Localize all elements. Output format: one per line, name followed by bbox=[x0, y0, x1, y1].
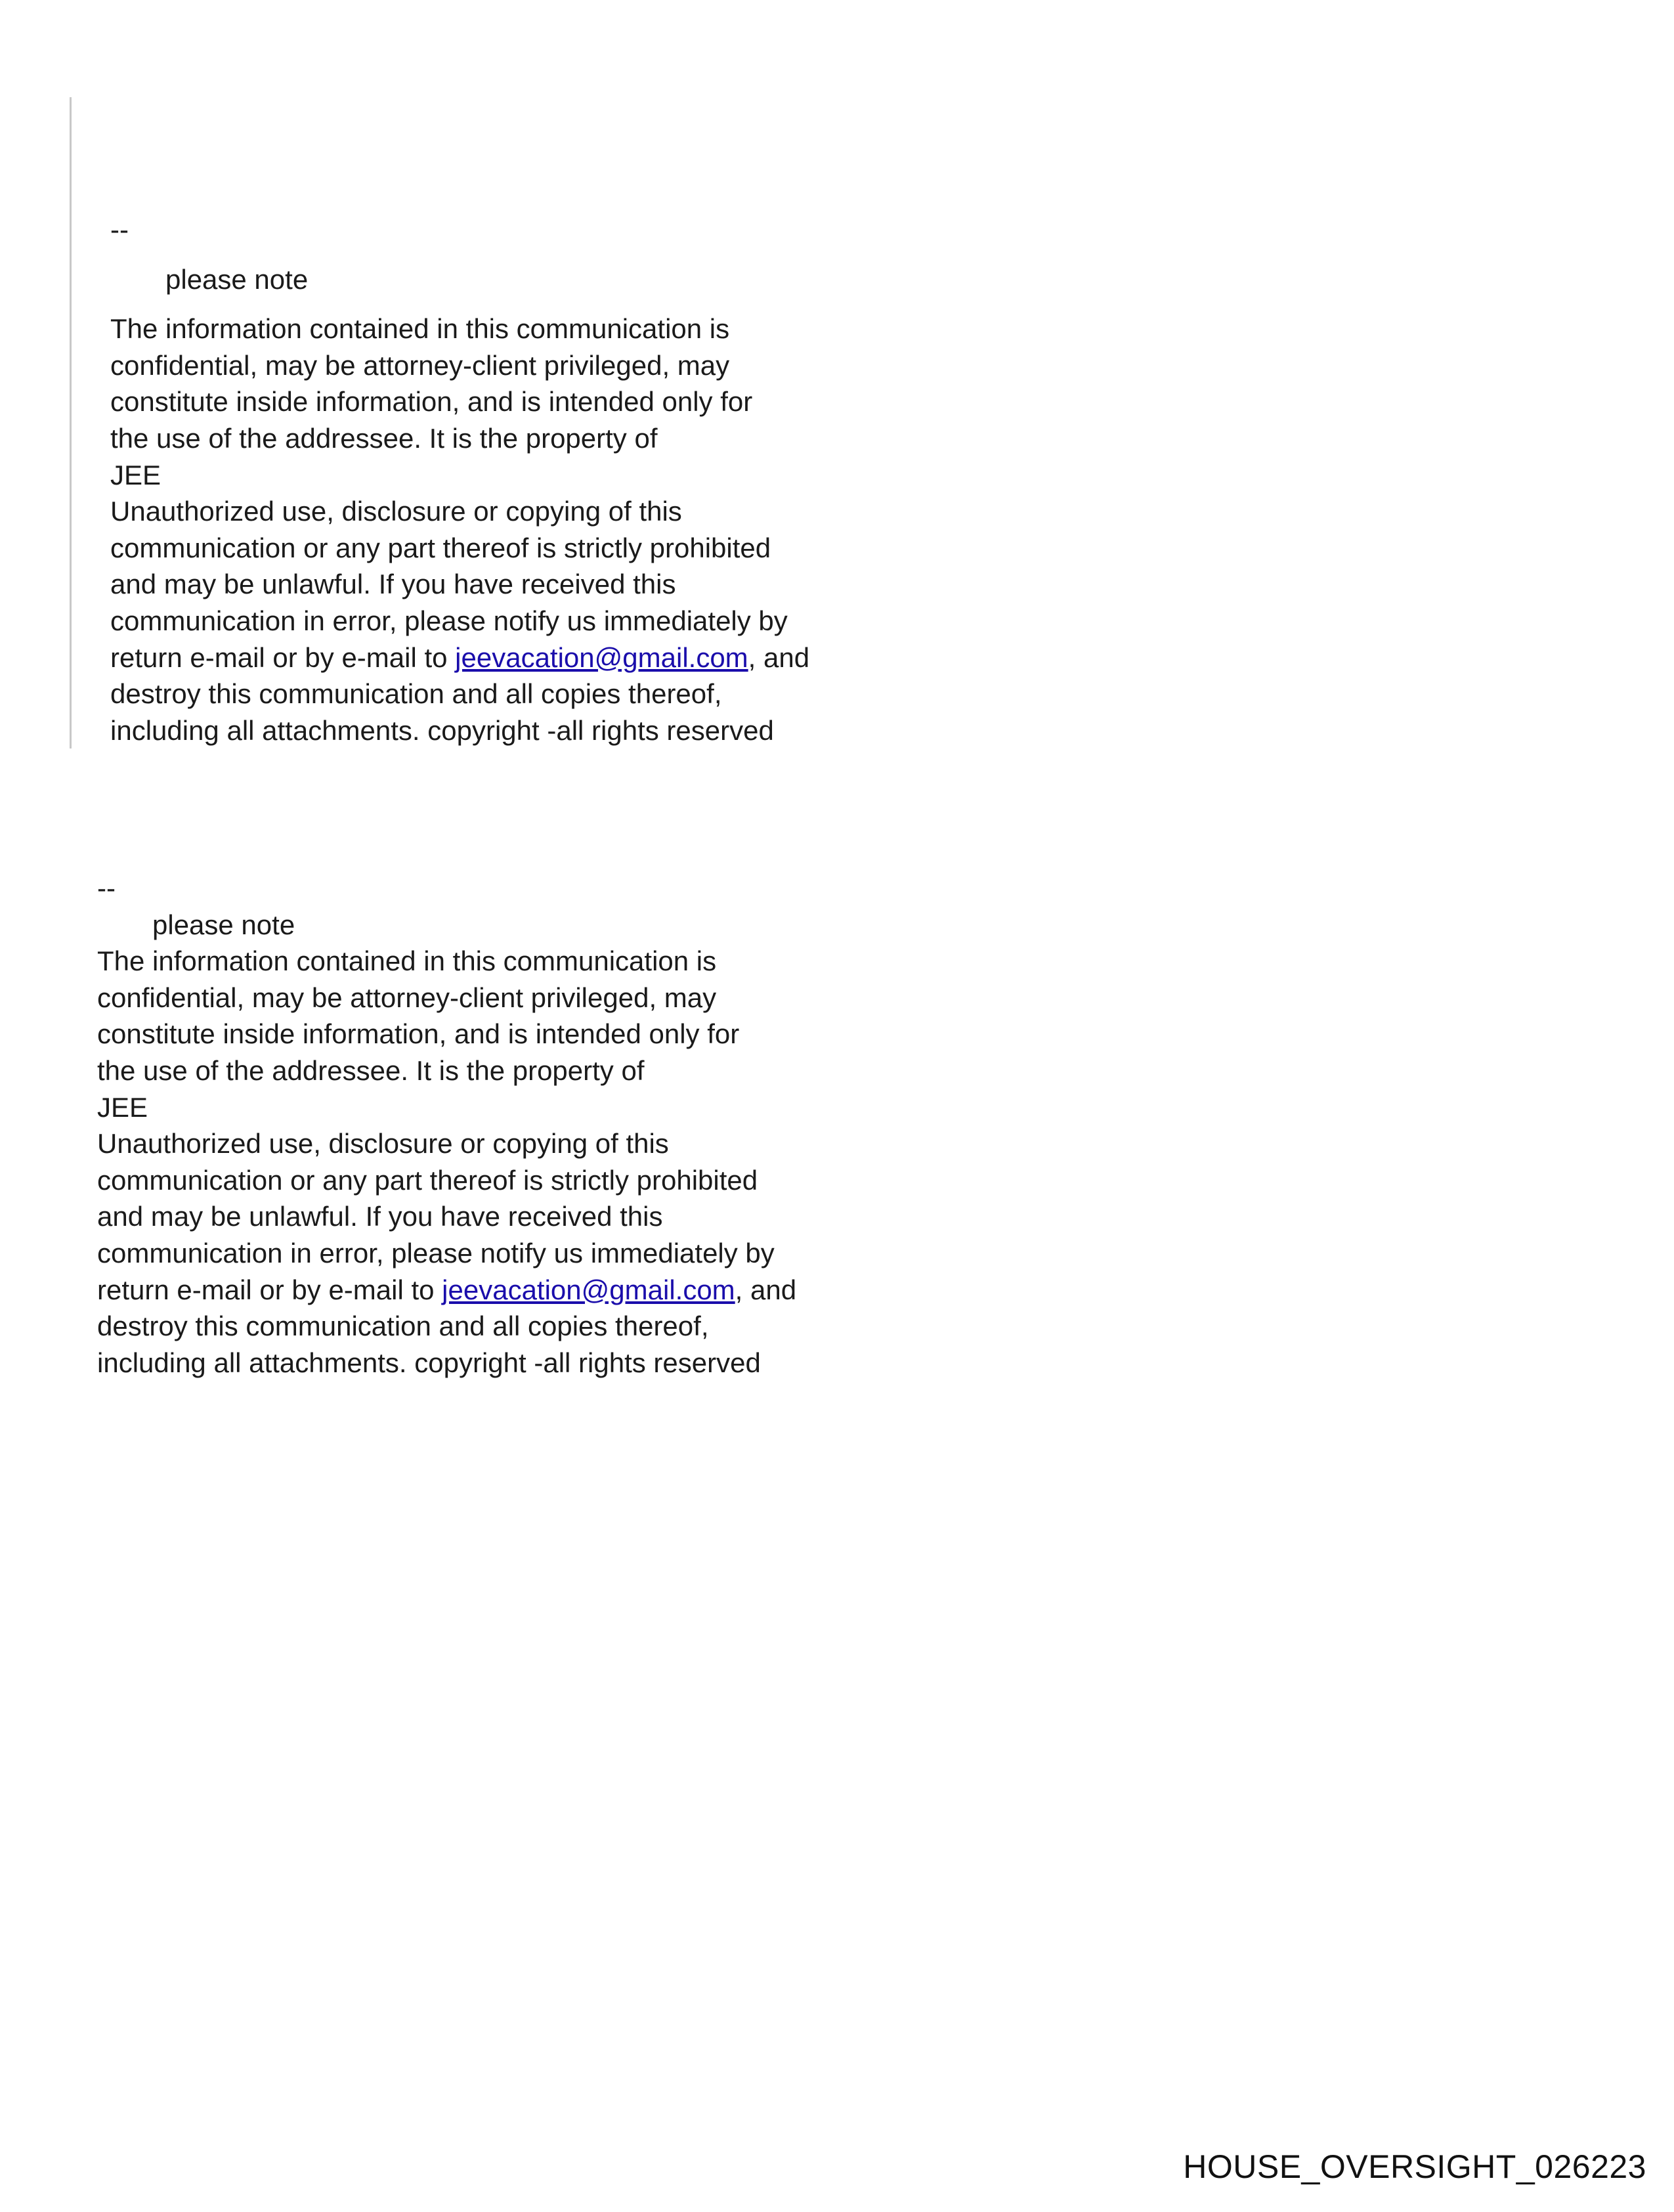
disclaimer-line: destroy this communication and all copies thereof, bbox=[97, 1311, 709, 1342]
email-line-suffix: , and bbox=[735, 1274, 797, 1305]
email-line-suffix: , and bbox=[748, 641, 810, 673]
disclaimer-line: communication in error, please notify us immediately by bbox=[110, 605, 788, 636]
disclaimer-line: and may be unlawful. If you have received this bbox=[110, 569, 676, 600]
disclaimer-line: communication in error, please notify us immediately by bbox=[97, 1237, 775, 1269]
email-line bbox=[97, 1272, 796, 1309]
disclaimer-line: including all attachments. copyright -all rights reserved bbox=[97, 1347, 761, 1378]
disclaimer-line: constitute inside information, and is intended only for bbox=[97, 1018, 740, 1050]
disclaimer-line: confidential, may be attorney-client privileged, may bbox=[110, 349, 730, 381]
email-line bbox=[110, 640, 809, 676]
disclaimer-line: The information contained in this communication is bbox=[110, 313, 730, 345]
disclaimer bbox=[97, 870, 796, 1381]
signature-separator: -- bbox=[97, 873, 116, 903]
email-link[interactable]: jeevacation@gmail.com bbox=[455, 641, 748, 673]
disclaimer-line: destroy this communication and all copies thereof, bbox=[110, 678, 722, 710]
disclaimer-line: The information contained in this communication is bbox=[97, 945, 717, 977]
email-link[interactable]: jeevacation@gmail.com bbox=[442, 1274, 735, 1305]
disclaimer-line: JEE bbox=[110, 459, 161, 490]
disclaimer-line: confidential, may be attorney-client privileged, may bbox=[97, 982, 717, 1013]
disclaimer-line: Unauthorized use, disclosure or copying of this bbox=[97, 1128, 669, 1160]
quoted-disclaimer bbox=[110, 211, 809, 748]
disclaimer-line: constitute inside information, and is intended only for bbox=[110, 386, 753, 418]
email-line-prefix: return e-mail or by e-mail to bbox=[110, 641, 456, 673]
disclaimer-line: including all attachments. copyright -all rights reserved bbox=[110, 714, 774, 746]
quote-bar bbox=[70, 97, 72, 748]
please-note-label: please note bbox=[165, 263, 309, 295]
please-note-label: please note bbox=[152, 909, 295, 940]
disclaimer-line: Unauthorized use, disclosure or copying of this bbox=[110, 496, 682, 527]
disclaimer-line: communication or any part thereof is strictly prohibited bbox=[97, 1164, 758, 1196]
disclaimer-line: and may be unlawful. If you have received this bbox=[97, 1201, 663, 1232]
email-line-prefix: return e-mail or by e-mail to bbox=[97, 1274, 442, 1305]
disclaimer-line: communication or any part thereof is strictly prohibited bbox=[110, 532, 771, 563]
signature-separator: -- bbox=[110, 214, 129, 245]
document-id: HOUSE_OVERSIGHT_026223 bbox=[1183, 2148, 1646, 2185]
disclaimer-line: the use of the addressee. It is the property of bbox=[97, 1054, 645, 1086]
disclaimer-line: the use of the addressee. It is the property of bbox=[110, 422, 658, 454]
disclaimer-line: JEE bbox=[97, 1091, 148, 1123]
